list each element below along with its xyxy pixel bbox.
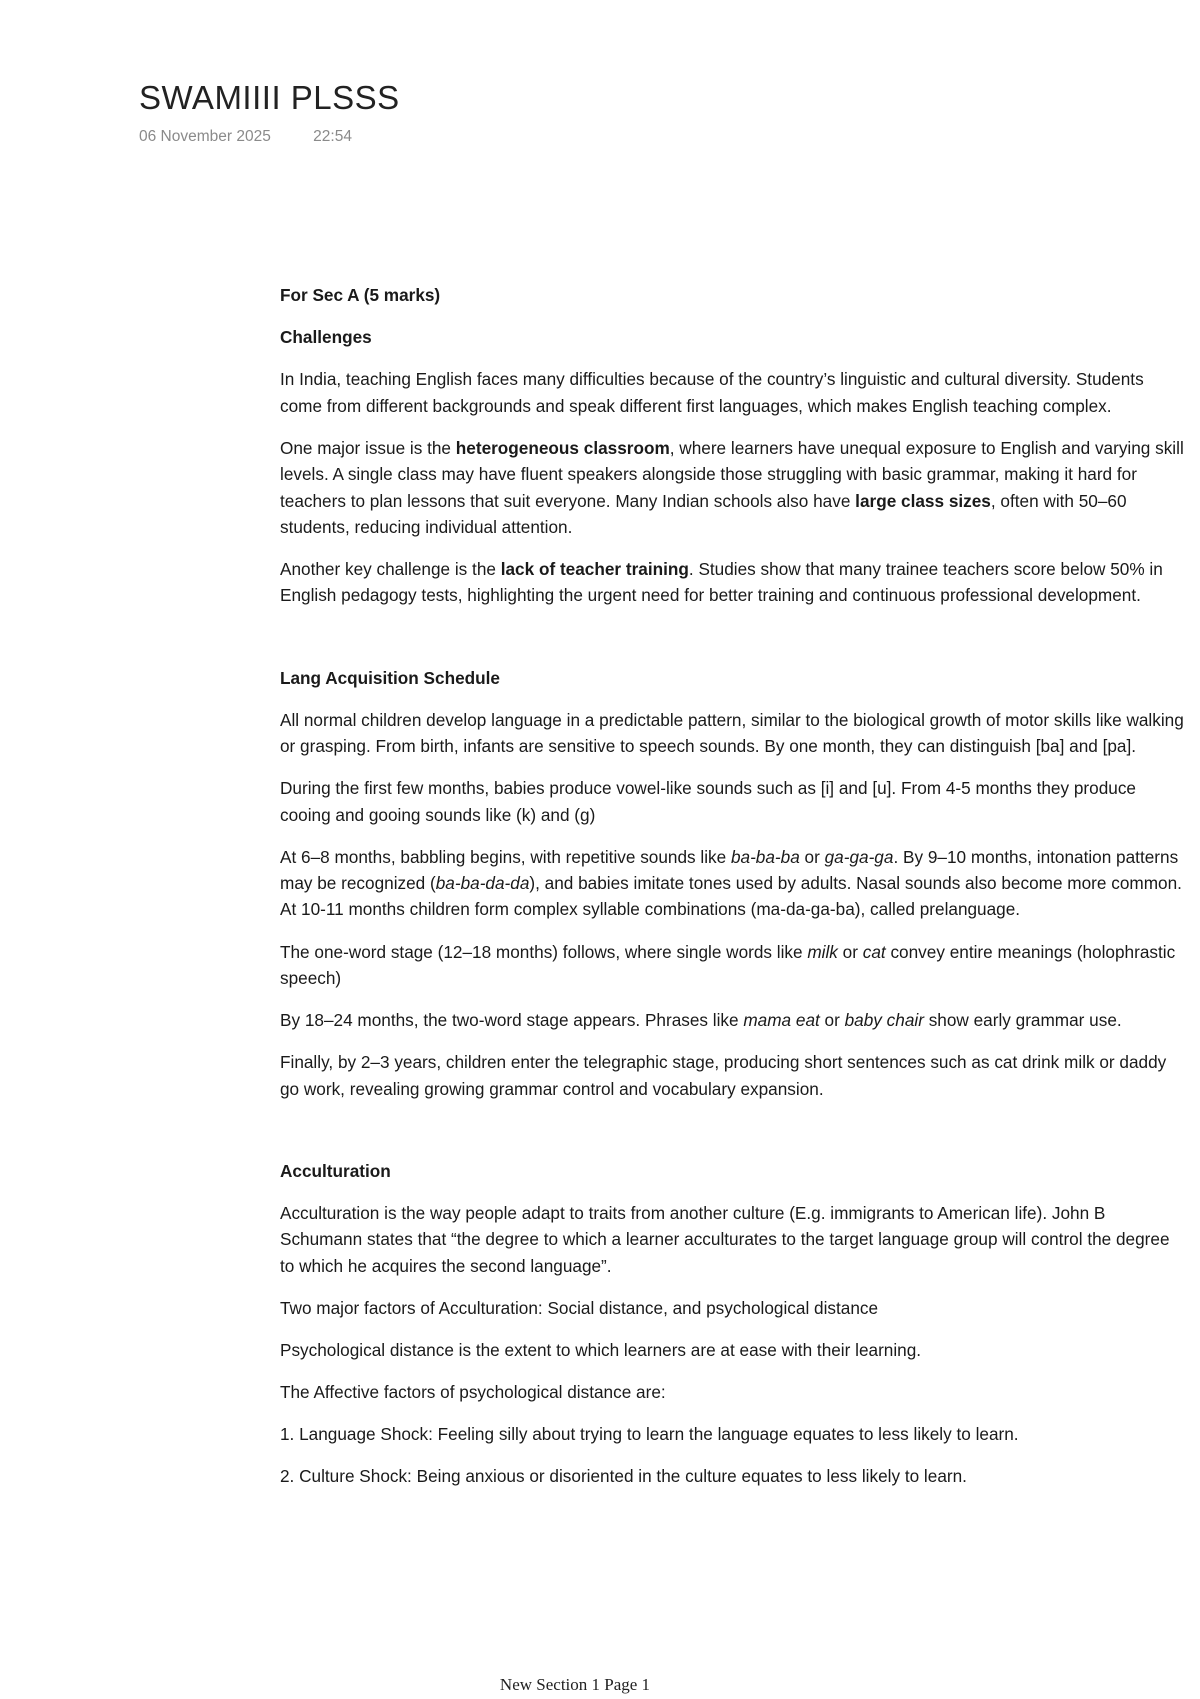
- challenges-paragraph-3: Another key challenge is the lack of teacher training. Studies show that many trainee teachers score below 50% in English pedagogy tests, highlighting the urgent need for better training and continuous professional development.: [280, 559, 1163, 606]
- page-date: 06 November 2025: [139, 128, 271, 145]
- acquisition-paragraph-3: At 6–8 months, babbling begins, with repetitive sounds like ba-ba-ba or ga-ga-ga. By 9–10 months, intonation patterns may be recognized (ba-ba-da-da), and babies imitate tones used by adults. Nasal sounds also become more common. At 10-11 months children form complex syllable combinations (ma-da-ga-ba), called prelanguage.: [280, 846, 1182, 920]
- acquisition-paragraph-6: Finally, by 2–3 years, children enter the telegraphic stage, producing short sentences such as cat drink milk or daddy go work, revealing growing grammar control and vocabulary expansion.: [280, 1052, 1167, 1099]
- acculturation-paragraph-1: Acculturation is the way people adapt to traits from another culture (E.g. immigrants to American life). John B Schumann states that “the degree to which a learner acculturates to the target language group will control the degree to which he acquires the second language”.: [280, 1202, 1170, 1276]
- acquisition-heading: Lang Acquisition Schedule: [280, 667, 500, 688]
- section-gap: [280, 1118, 1185, 1158]
- acculturation-heading: Acculturation: [280, 1160, 391, 1181]
- page-title: SWAMIIII PLSSS: [139, 79, 400, 116]
- section-gap: [280, 625, 1185, 665]
- page-footer: New Section 1 Page 1: [499, 1675, 651, 1694]
- page-header: [139, 76, 400, 146]
- acculturation-list-item-1: 1. Language Shock: Feeling silly about trying to learn the language equates to less likely to learn.: [280, 1423, 1019, 1444]
- acquisition-paragraph-2: During the first few months, babies produce vowel-like sounds such as [i] and [u]. From 4-5 months they produce cooing and gooing sounds like (k) and (g): [280, 778, 1136, 825]
- acquisition-paragraph-5: By 18–24 months, the two-word stage appears. Phrases like mama eat or baby chair show early grammar use.: [280, 1010, 1122, 1030]
- acquisition-paragraph-1: All normal children develop language in a predictable pattern, similar to the biological growth of motor skills like walking or grasping. From birth, infants are sensitive to speech sounds. By one month, they can distinguish [ba] and [pa].: [280, 709, 1184, 756]
- challenges-heading: Challenges: [280, 327, 372, 348]
- acculturation-paragraph-2: Two major factors of Acculturation: Social distance, and psychological distance: [280, 1297, 879, 1318]
- challenges-paragraph-2: One major issue is the heterogeneous classroom, where learners have unequal exposure to English and varying skill levels. A single class may have fluent speakers alongside those struggling with basic grammar, making it hard for teachers to plan lessons that suit everyone. Many Indian schools also have large class sizes, often with 50–60 students, reducing individual attention.: [280, 437, 1184, 537]
- acculturation-paragraph-3: Psychological distance is the extent to which learners are at ease with their learning.: [280, 1339, 922, 1360]
- acculturation-list-item-2: 2. Culture Shock: Being anxious or disoriented in the culture equates to less likely to learn.: [280, 1465, 967, 1486]
- page-meta: [139, 128, 400, 146]
- acculturation-paragraph-4: The Affective factors of psychological distance are:: [280, 1381, 666, 1402]
- page-time: 22:54: [313, 128, 352, 145]
- sec-a-heading: For Sec A (5 marks): [280, 285, 441, 305]
- acquisition-paragraph-4: The one-word stage (12–18 months) follows, where single words like milk or cat convey entire meanings (holophrastic speech): [280, 941, 1176, 988]
- note-content: [280, 282, 1185, 1505]
- challenges-paragraph-1: In India, teaching English faces many difficulties because of the country’s linguistic and cultural diversity. Students come from different backgrounds and speak different first languages, which makes English teaching complex.: [280, 369, 1144, 416]
